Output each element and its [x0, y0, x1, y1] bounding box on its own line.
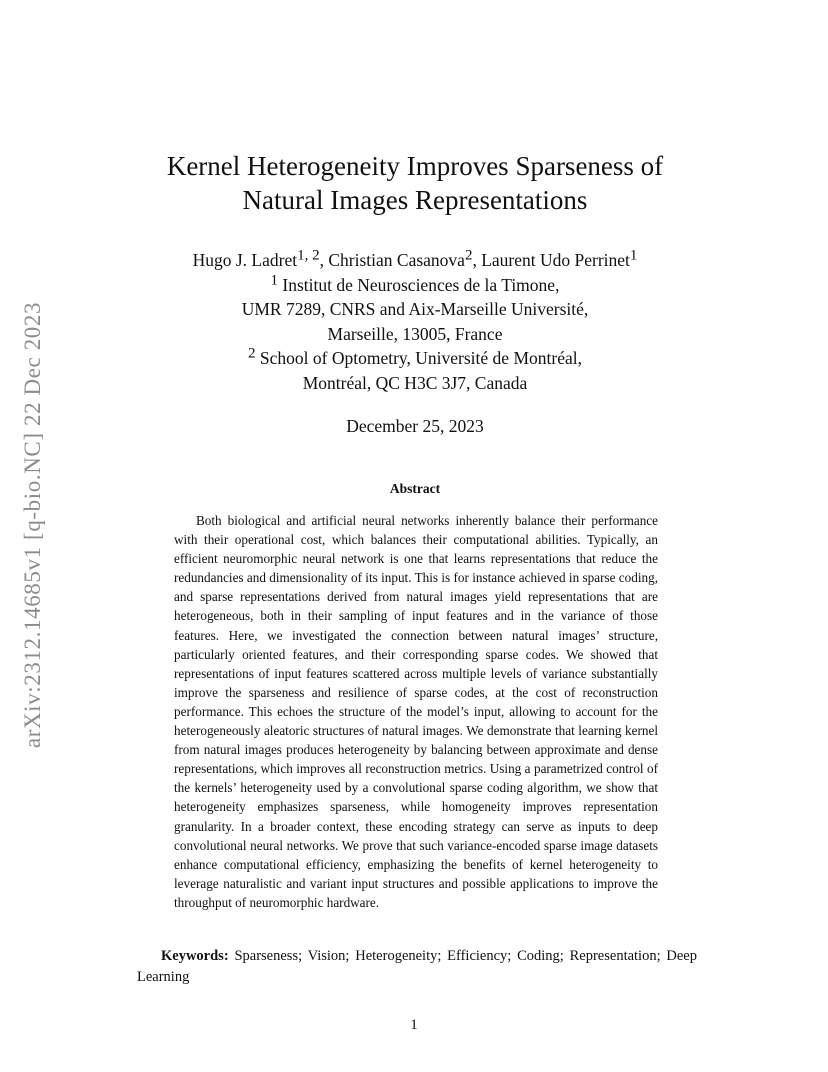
author-separator: , [472, 250, 482, 270]
keywords-label: Keywords: [161, 948, 229, 964]
affiliation-2-line-1 [110, 346, 720, 371]
paper-title [120, 149, 710, 217]
keywords [137, 946, 697, 987]
authors-affiliations [110, 248, 720, 396]
affiliation-mark: 2 [248, 345, 256, 362]
author-list [110, 248, 720, 273]
author-name: Hugo J. Ladret [192, 250, 298, 270]
author-affiliation-mark: 1, 2 [297, 247, 320, 264]
page-number: 1 [410, 1017, 418, 1033]
affiliation-text: School of Optometry, Université de Montréal, [259, 348, 582, 369]
keywords-text: Sparseness; Vision; Heterogeneity; Efficiency; Coding; Representation; Deep Learning [137, 948, 697, 985]
title-line-2: Natural Images Representations [242, 185, 588, 215]
affiliation-2-line-2: Montréal, QC H3C 3J7, Canada [302, 372, 528, 393]
title-line-1: Kernel Heterogeneity Improves Sparseness of [166, 151, 664, 181]
arxiv-side-stamp [16, 270, 50, 780]
affiliation-mark: 1 [270, 271, 279, 288]
affiliation-1-line-1 [110, 273, 720, 298]
author-name: Christian Casanova [328, 250, 465, 270]
affiliation-text: Institut de Neurosciences de la Timone, [282, 274, 560, 295]
paper-date: December 25, 2023 [346, 416, 484, 436]
affiliation-1-line-3: Marseille, 13005, France [327, 323, 503, 344]
author-affiliation-mark: 2 [464, 247, 473, 264]
author-name: Laurent Udo Perrinet [481, 250, 630, 270]
author-affiliation-mark: 1 [629, 247, 638, 264]
affiliation-1-line-2: UMR 7289, CNRS and Aix-Marseille Université, [241, 299, 589, 320]
arxiv-identifier: arXiv:2312.14685v1 [q-bio.NC] 22 Dec 2023 [20, 301, 45, 749]
abstract-heading: Abstract [389, 481, 441, 496]
abstract-text: Both biological and artificial neural networks inherently balance their performance with their operational cost, which balances their computational abilities. Typically, an efficient neuromorphic neural network is one that learns representations that reduce the redundancies and dimensionality of its input. This is for instance achieved in sparse coding, and sparse representations derived from natural images yield representations that are heterogeneous, both in their sampling of input features and in the variance of those features. Here, we investigated the connection between natural images’ structure, particularly oriented features, and their corresponding sparse codes. We showed that representations of input features scattered across multiple levels of variance substantially improve the sparseness and resilience of sparse codes, at the cost of reconstruction performance. This echoes the structure of the model’s input, allowing to account for the heterogeneously aleatoric structures of natural images. We demonstrate that learning kernel from natural images produces heterogeneity by balancing between approximate and dense representations, which improves all reconstruction metrics. Using a parametrized control of the kernels’ heterogeneity used by a convolutional sparse coding algorithm, we show that heterogeneity emphasizes sparseness, while homogeneity improves representation granularity. In a broader context, these encoding strategy can serve as inputs to deep convolutional neural networks. We prove that such variance-encoded sparse image datasets enhance computational efficiency, emphasizing the benefits of kernel heterogeneity to leverage naturalistic and variant input structures and possible applications to improve the throughput of neuromorphic hardware. [174, 513, 658, 910]
author-separator: , [319, 250, 329, 270]
